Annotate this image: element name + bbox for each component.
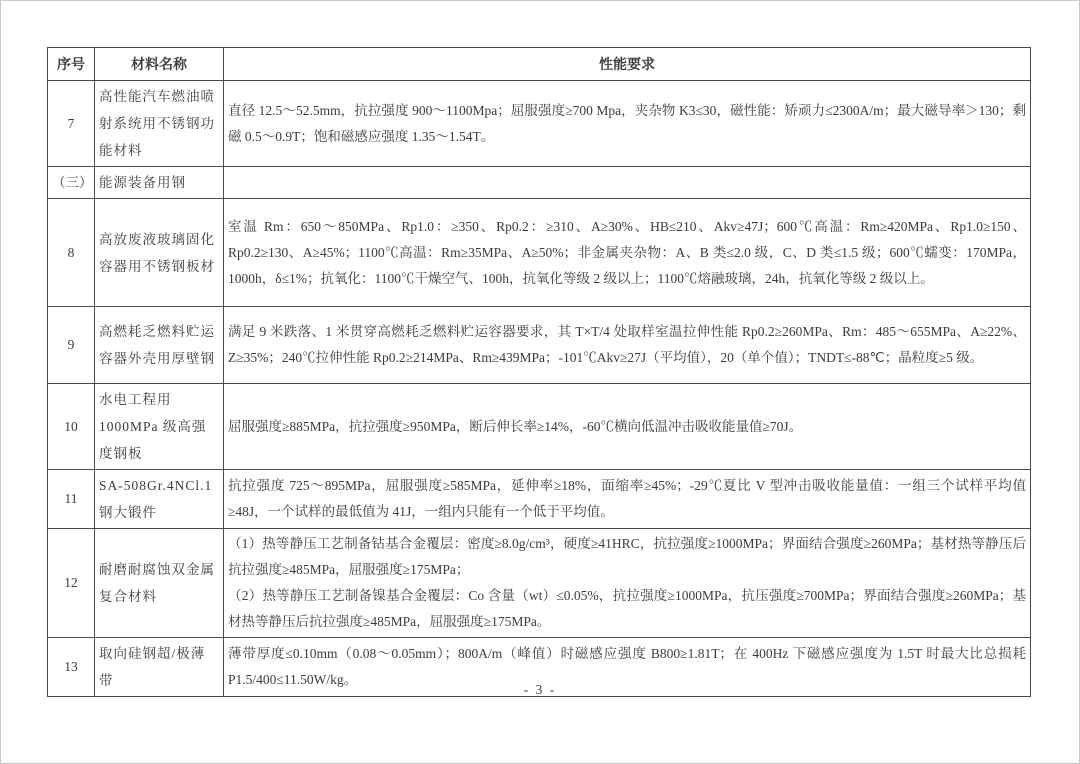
row-performance-requirements: [224, 384, 1031, 470]
header-material-name: 材料名称: [95, 48, 224, 81]
row-performance-requirements: [224, 199, 1031, 307]
row-serial-number: 11: [48, 470, 95, 529]
row-material-name: 高燃耗乏燃料贮运容器外壳用厚壁钢: [95, 307, 224, 384]
requirement-paragraph: （1）热等静压工艺制备钴基合金覆层：密度≥8.0g/cm³，硬度≥41HRC，抗拉强度≥1000MPa；界面结合强度≥260MPa；基材热等静压后抗拉强度≥485MPa，屈服强度≥175MPa；: [228, 536, 1026, 577]
row-serial-number: （三）: [48, 167, 95, 199]
table-row: [48, 167, 1031, 199]
requirement-paragraph: （2）热等静压工艺制备镍基合金覆层：Co 含量（wt）≤0.05%，抗拉强度≥1000MPa，抗压强度≥700MPa；界面结合强度≥260MPa；基材热等静压后抗拉强度≥485MPa，屈服强度≥175MPa。: [228, 588, 1026, 629]
row-serial-number: 10: [48, 384, 95, 470]
requirement-paragraph: 薄带厚度≤0.10mm（0.08～0.05mm）；800A/m（峰值）时磁感应强度 B800≥1.81T；在 400Hz 下磁感应强度为 1.5T 时最大比总损耗 P1.5/400≤11.50W/kg。: [228, 646, 1026, 687]
row-material-name: 高放废液玻璃固化容器用不锈钢板材: [95, 199, 224, 307]
requirement-paragraph: 直径 12.5～52.5mm，抗拉强度 900～1100Mpa；屈服强度≥700 Mpa，夹杂物 K3≤30，磁性能：矫顽力≤2300A/m；最大磁导率＞130；剩磁 0.5～0.9T；饱和磁感应强度 1.35～1.54T。: [228, 102, 1026, 144]
row-performance-requirements: [224, 81, 1031, 167]
header-serial-number: 序号: [48, 48, 95, 81]
row-serial-number: 13: [48, 638, 95, 697]
row-material-name: 高性能汽车燃油喷射系统用不锈钢功能材料: [95, 81, 224, 167]
row-performance-requirements: [224, 307, 1031, 384]
row-material-name: 取向硅钢超/极薄带: [95, 638, 224, 697]
header-performance-requirements: 性能要求: [224, 48, 1031, 81]
row-serial-number: 8: [48, 199, 95, 307]
row-material-name: 耐磨耐腐蚀双金属复合材料: [95, 529, 224, 638]
requirement-paragraph: 室温 Rm：650～850MPa、Rp1.0：≥350、Rp0.2：≥310、A≥30%、HB≤210、Akv≥47J；600℃高温：Rm≥420MPa、Rp1.0≥150、Rp0.2≥130、A≥45%；1100℃高温：Rm≥35MPa、A≥50%；非金属夹杂物：A、B 类≤2.0 级，C、D 类≤1.5 级；600℃蠕变：170MPa，1000h，δ≤1%；抗氧化：1100℃干燥空气、100h，抗氧化等级 2 级以上；1100℃熔融玻璃，24h，抗氧化等级 2 级以上。: [228, 218, 1026, 286]
row-performance-requirements: [224, 529, 1031, 638]
requirement-paragraph: 满足 9 米跌落、1 米贯穿高燃耗乏燃料贮运容器要求，其 T×T/4 处取样室温拉伸性能 Rp0.2≥260MPa、Rm：485～655MPa、A≥22%、Z≥35%；240℃拉伸性能 Rp0.2≥214MPa、Rm≥439MPa；-101℃Akv≥27J（平均值），20（单个值）；TNDT≤-88℃；晶粒度≥5 级。: [228, 324, 1026, 365]
requirement-paragraph: 屈服强度≥885MPa，抗拉强度≥950MPa，断后伸长率≥14%，-60℃横向低温冲击吸收能量值≥70J。: [228, 418, 803, 434]
row-material-name: 能源装备用钢: [95, 167, 224, 199]
requirement-paragraph: 抗拉强度 725～895MPa，屈服强度≥585MPa，延伸率≥18%，面缩率≥45%；-29℃夏比 V 型冲击吸收能量值：一组三个试样平均值≥48J，一个试样的最低值为 41J，一组内只能有一个低于平均值。: [228, 478, 1026, 519]
table-row: [48, 81, 1031, 167]
row-performance-requirements: [224, 470, 1031, 529]
row-performance-requirements: [224, 167, 1031, 199]
table-row: [48, 199, 1031, 307]
row-serial-number: 7: [48, 81, 95, 167]
table-header-row: [48, 48, 1031, 81]
table-row: [48, 470, 1031, 529]
table-row: [48, 529, 1031, 638]
table-row: [48, 307, 1031, 384]
page-number: - 3 -: [523, 682, 557, 697]
row-serial-number: 9: [48, 307, 95, 384]
table-row: [48, 384, 1031, 470]
row-material-name: 水电工程用1000MPa 级高强度钢板: [95, 384, 224, 470]
row-material-name: SA-508Gr.4NCl.1 钢大锻件: [95, 470, 224, 529]
materials-table: [47, 47, 1031, 697]
row-serial-number: 12: [48, 529, 95, 638]
